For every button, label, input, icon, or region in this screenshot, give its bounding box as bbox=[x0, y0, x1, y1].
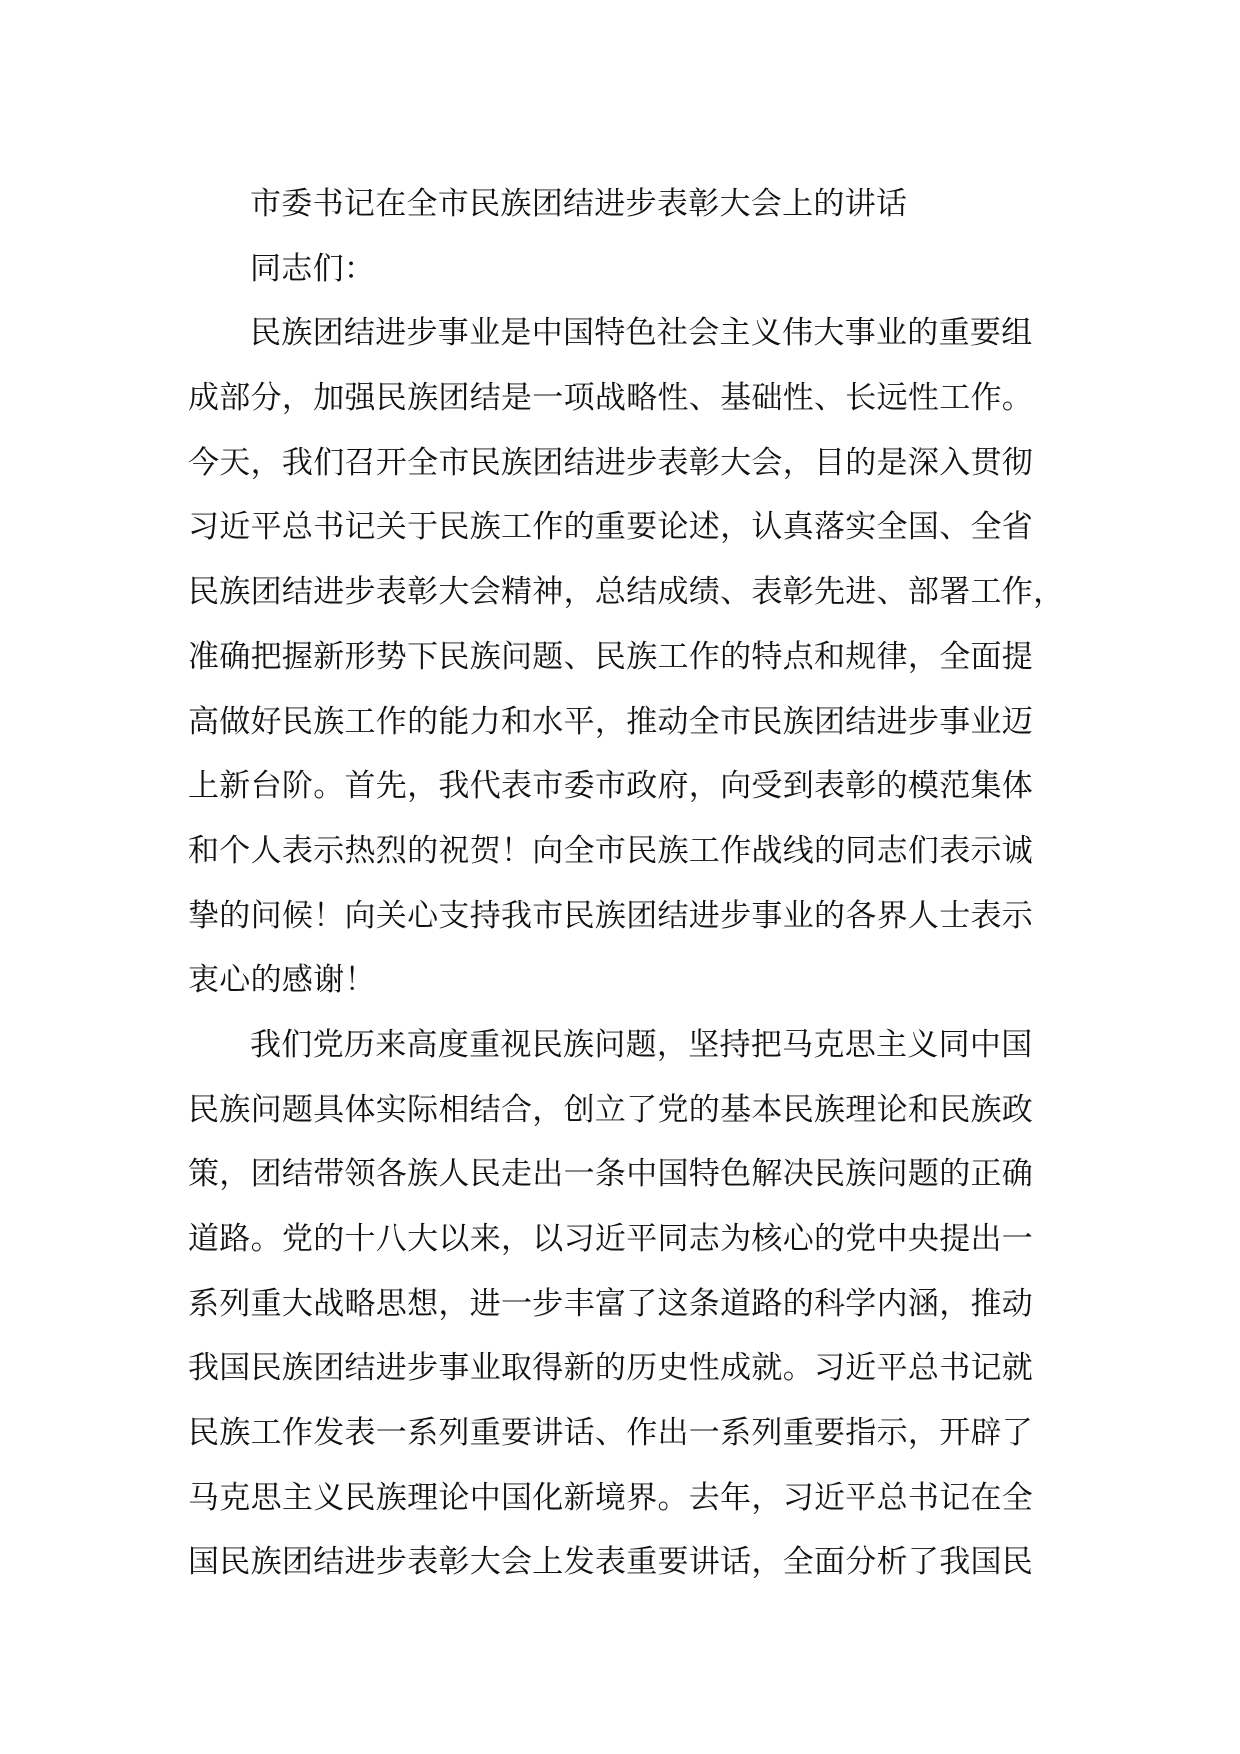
paragraph-line: 民族工作发表一系列重要讲话、作出一系列重要指示，开辟了 bbox=[188, 1415, 1034, 1452]
paragraph-line: 挚的问候！向关心支持我市民族团结进步事业的各界人士表示 bbox=[188, 897, 1034, 934]
paragraph-line: 准确把握新形势下民族问题、民族工作的特点和规律，全面提 bbox=[188, 638, 1034, 675]
paragraph-line: 今天，我们召开全市民族团结进步表彰大会，目的是深入贯彻 bbox=[188, 444, 1034, 481]
paragraph-line: 国民族团结进步表彰大会上发表重要讲话，全面分析了我国民 bbox=[188, 1544, 1034, 1581]
paragraph-line: 马克思主义民族理论中国化新境界。去年，习近平总书记在全 bbox=[188, 1479, 1034, 1516]
paragraph-line: 民族团结进步表彰大会精神，总结成绩、表彰先进、部署工作， bbox=[188, 574, 1065, 611]
paragraph-line: 系列重大战略思想，进一步丰富了这条道路的科学内涵，推动 bbox=[188, 1285, 1034, 1322]
paragraph-line: 上新台阶。首先，我代表市委市政府，向受到表彰的模范集体 bbox=[188, 768, 1034, 805]
paragraph-line: 道路。党的十八大以来，以习近平同志为核心的党中央提出一 bbox=[188, 1221, 1034, 1257]
paragraph-line: 成部分，加强民族团结是一项战略性、基础性、长远性工作。 bbox=[188, 380, 1034, 417]
paragraph-line: 民族问题具体实际相结合，创立了党的基本民族理论和民族政 bbox=[188, 1091, 1034, 1128]
paragraph-line: 习近平总书记关于民族工作的重要论述，认真落实全国、全省 bbox=[188, 509, 1034, 546]
paragraph-line: 高做好民族工作的能力和水平，推动全市民族团结进步事业迈 bbox=[188, 703, 1034, 740]
paragraph-line: 我们党历来高度重视民族问题，坚持把马克思主义同中国 bbox=[250, 1026, 1033, 1063]
paragraph-line: 和个人表示热烈的祝贺！向全市民族工作战线的同志们表示诚 bbox=[188, 832, 1034, 869]
paragraph-2 bbox=[188, 1013, 1068, 1595]
paragraph-line: 策，团结带领各族人民走出一条中国特色解决民族问题的正确 bbox=[188, 1156, 1034, 1193]
salutation: 同志们： bbox=[250, 250, 376, 287]
paragraph-line: 我国民族团结进步事业取得新的历史性成就。习近平总书记就 bbox=[188, 1350, 1034, 1387]
document-body bbox=[188, 172, 1068, 1595]
document-title: 市委书记在全市民族团结进步表彰大会上的讲话 bbox=[250, 186, 908, 222]
paragraph-line: 民族团结进步事业是中国特色社会主义伟大事业的重要组 bbox=[250, 315, 1033, 352]
paragraph-1 bbox=[188, 301, 1068, 1013]
paragraph-line: 衷心的感谢！ bbox=[188, 962, 376, 999]
